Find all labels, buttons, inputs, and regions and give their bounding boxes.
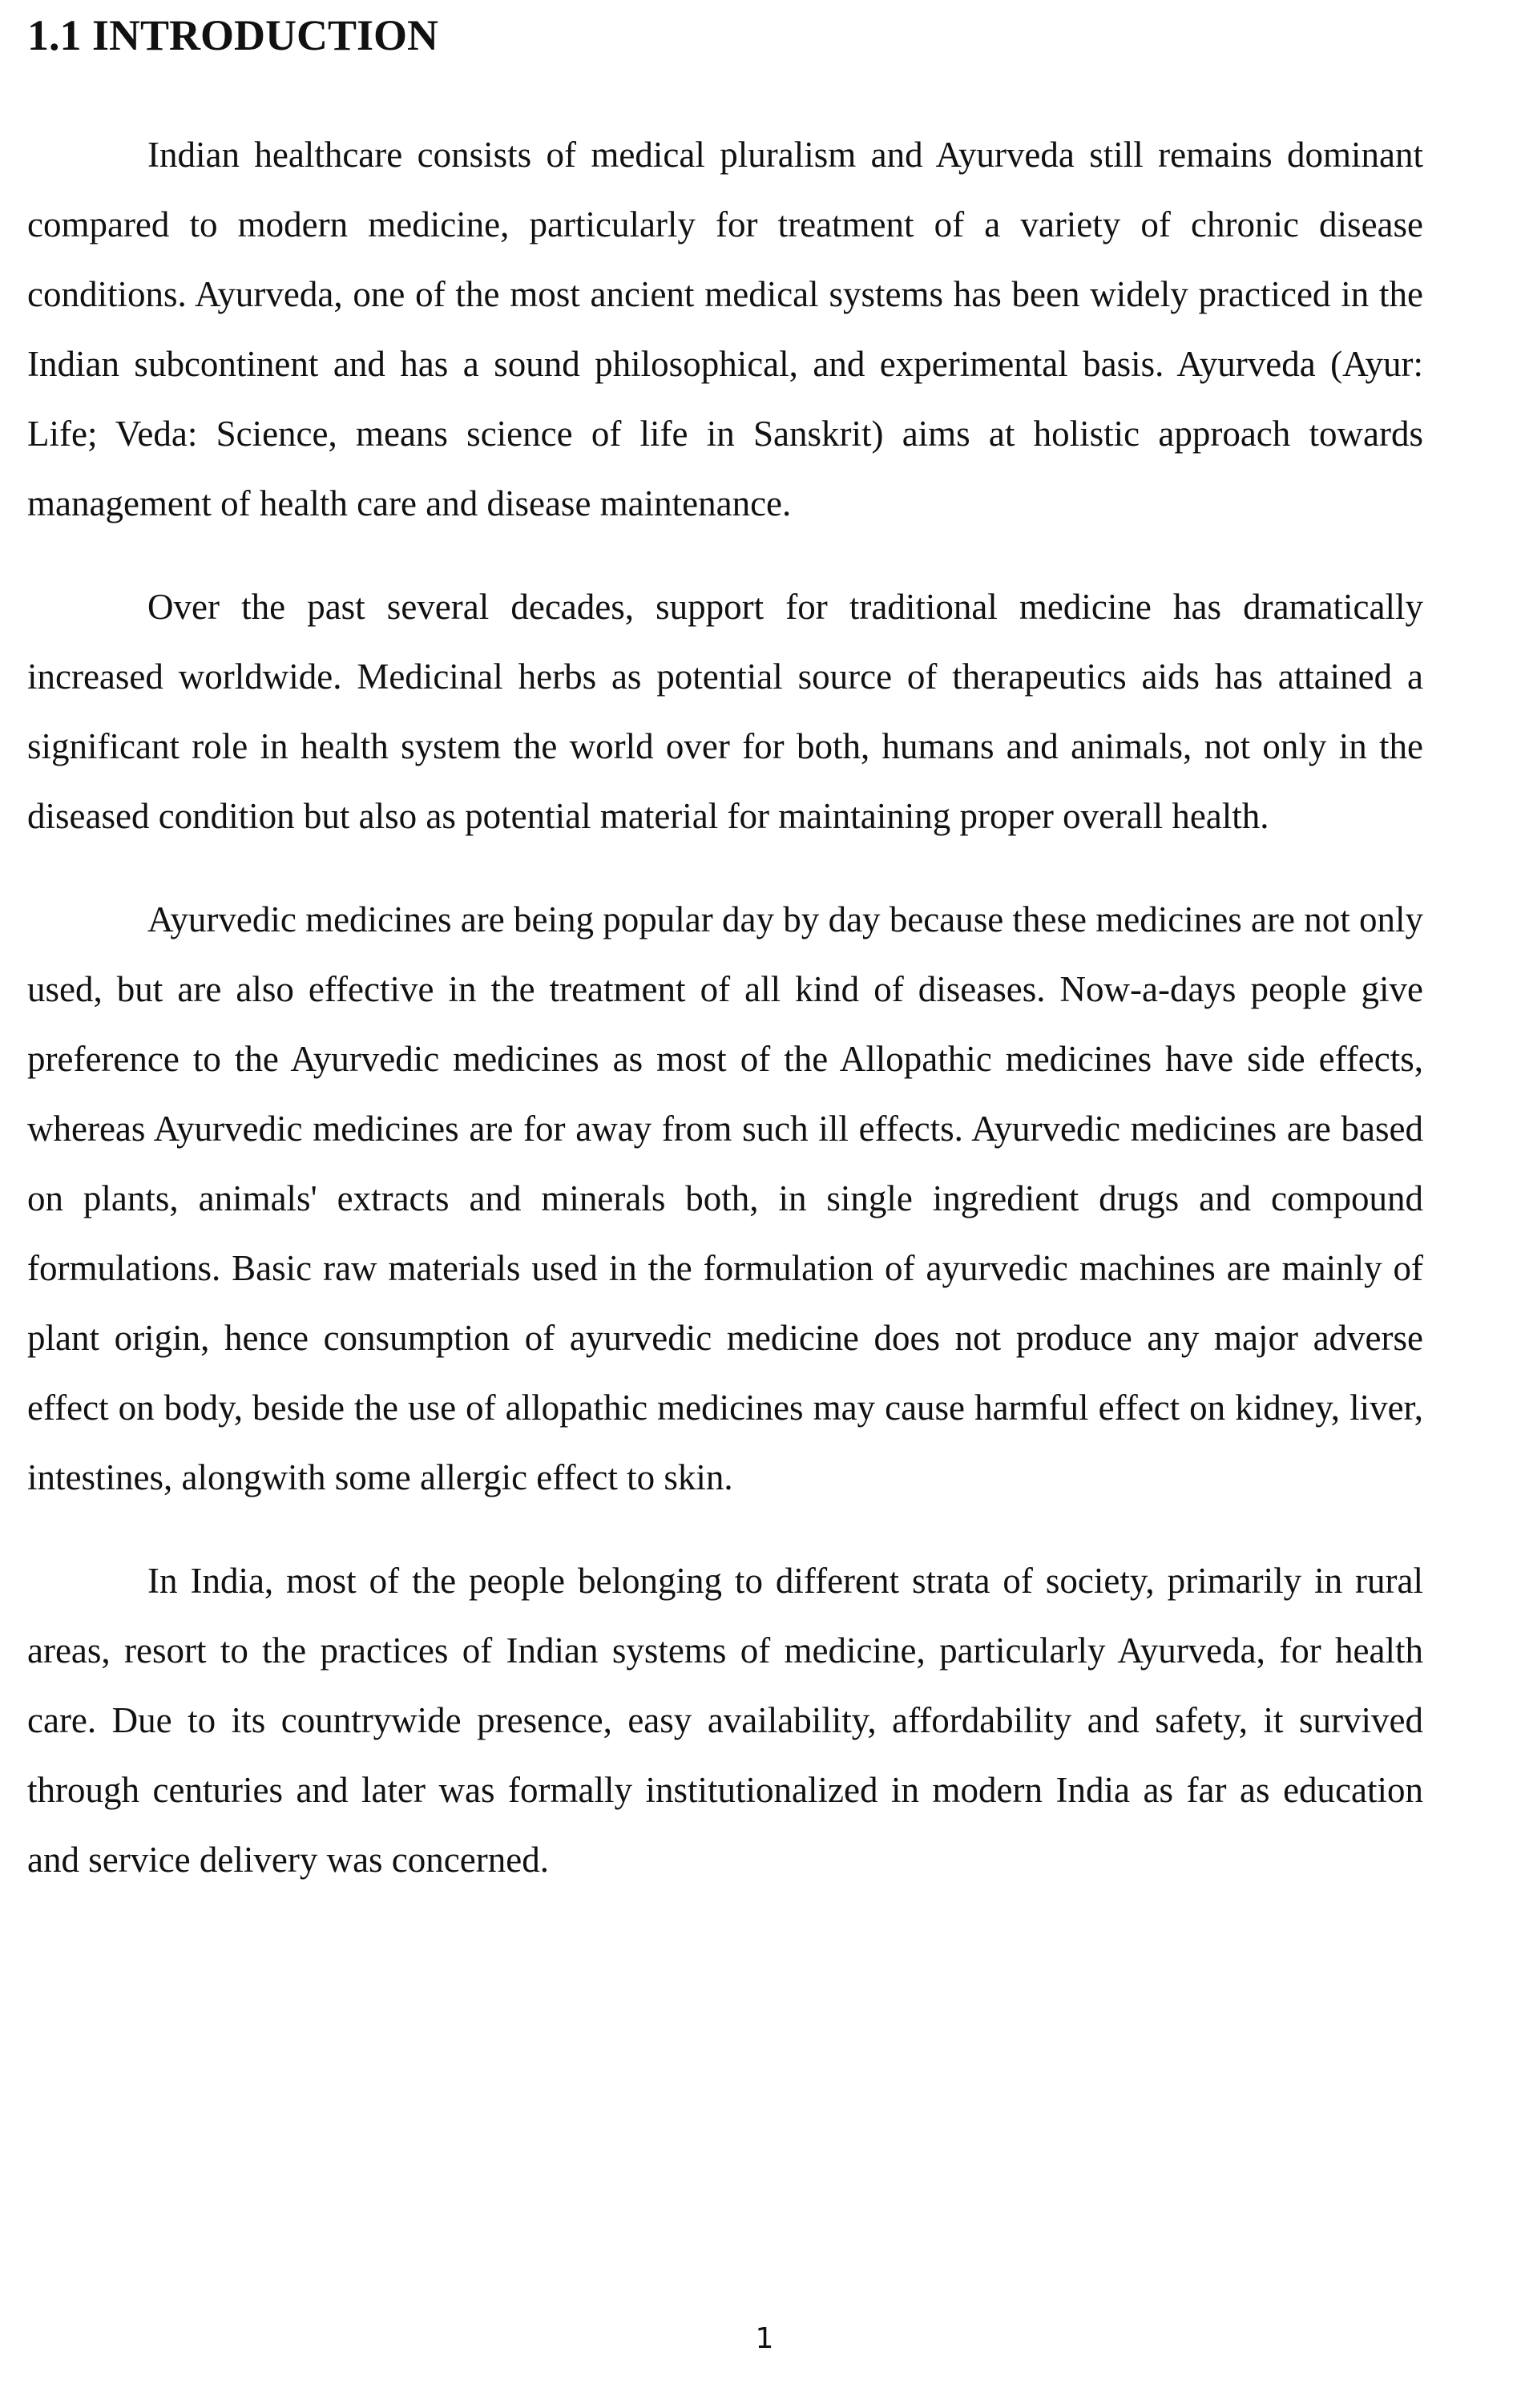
paragraph-4: In India, most of the people belonging to different strata of society, primarily in rural areas, resort to the practices of Indian systems of medicine, particularly Ayurveda, for health care. Due to its countrywide presence, easy availability, affordability and safety, it survived through centuries and later was formally institutionalized in modern India as far as education and service delivery was concerned. bbox=[27, 1561, 1423, 1880]
section-heading: 1.1 INTRODUCTION bbox=[27, 11, 439, 59]
body-text bbox=[27, 120, 1423, 1929]
paragraph-2: Over the past several decades, support for traditional medicine has dramatically increased worldwide. Medicinal herbs as potential source of therapeutics aids has attained a significant role in health system the world over for both, humans and animals, not only in the diseased condition but also as potential material for maintaining proper overall health. bbox=[27, 587, 1423, 836]
paragraph-1: Indian healthcare consists of medical pluralism and Ayurveda still remains dominant compared to modern medicine, particularly for treatment of a variety of chronic disease conditions. Ayurveda, one of the most ancient medical systems has been widely practiced in the Indian subcontinent and has a sound philosophical, and experimental basis. Ayurveda (Ayur: Life; Veda: Science, means science of life in Sanskrit) aims at holistic approach towards management of health care and disease maintenance. bbox=[27, 135, 1423, 523]
page-number: 1 bbox=[755, 2322, 774, 2355]
paragraph-3: Ayurvedic medicines are being popular day by day because these medicines are not only used, but are also effective in the treatment of all kind of diseases. Now-a-days people give preference to the Ayurvedic medicines as most of the Allopathic medicines have side effects, whereas Ayurvedic medicines are for away from such ill effects. Ayurvedic medicines are based on plants, animals' extracts and minerals both, in single ingredient drugs and compound formulations. Basic raw materials used in the formulation of ayurvedic machines are mainly of plant origin, hence consumption of ayurvedic medicine does not produce any major adverse effect on body, beside the use of allopathic medicines may cause harmful effect on kidney, liver, intestines, alongwith some allergic effect to skin. bbox=[27, 899, 1423, 1497]
